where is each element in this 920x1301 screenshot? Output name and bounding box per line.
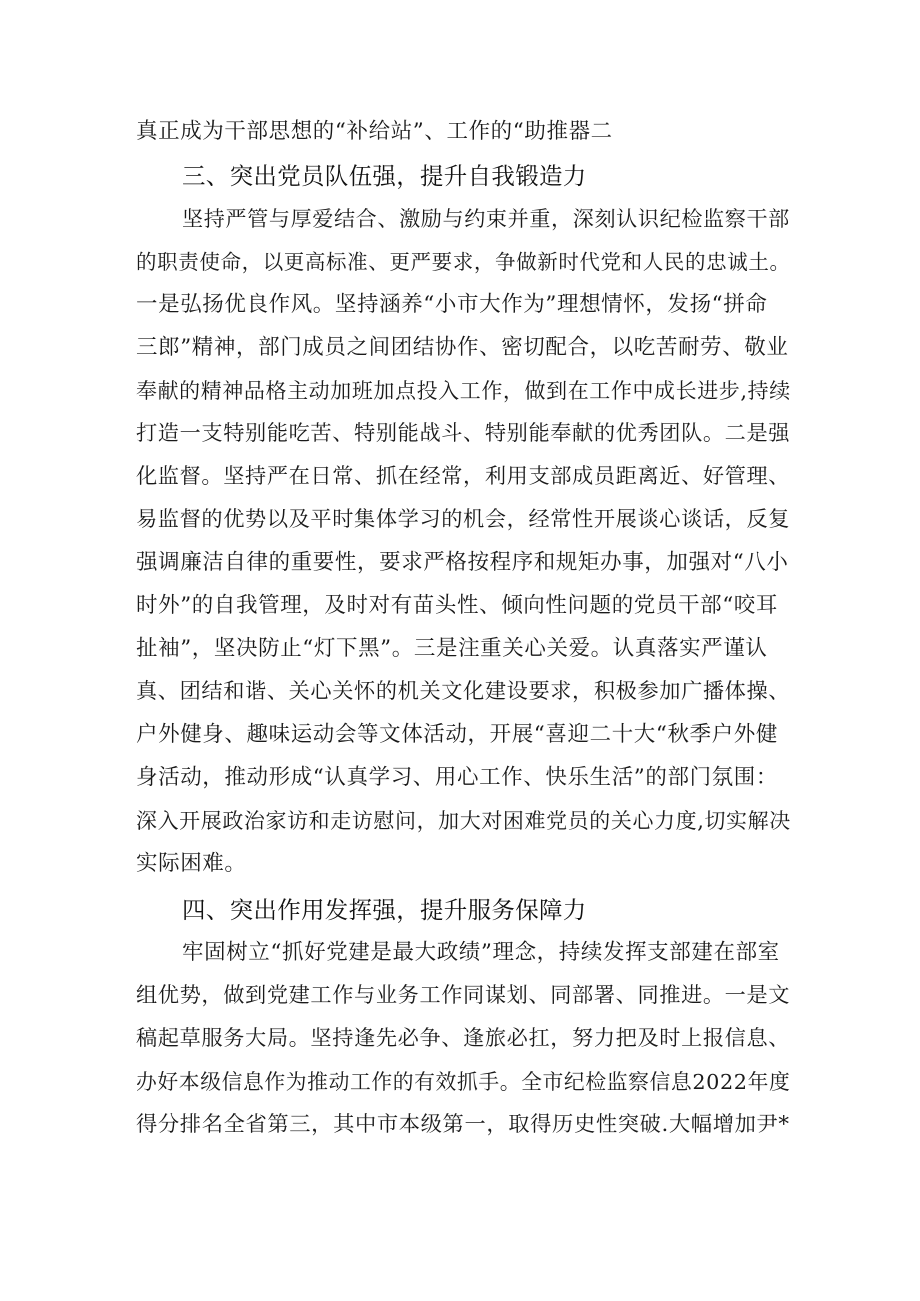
paragraph-line: 办好本级信息作为推动工作的有效抓手。全市纪检监察信息2022年度 (136, 1070, 791, 1094)
paragraph-line: 三郎”精神，部门成员之间团结协作、密切配合，以吃苦耐劳、敬业 (136, 335, 789, 360)
section-heading-3: 三、突出党员队伍强，提升自我锻造力 (182, 162, 587, 190)
section-heading-4: 四、突出作用发挥强，提升服务保障力 (182, 896, 587, 924)
paragraph-line: 牢固树立“抓好党建是最大政绩”理念，持续发挥支部建在部室 (182, 940, 780, 965)
paragraph-line: 奉献的精神品格主动加班加点投入工作，做到在工作中成长进步,持续 (136, 379, 791, 403)
paragraph-line: 真、团结和谐、关心关怀的机关文化建设要求，积极参加广播体操、 (136, 679, 791, 704)
paragraph-line: 化监督。坚持严在日常、抓在经常，利用支部成员距离近、好管理、 (136, 464, 791, 489)
paragraph-line: 深入开展政治家访和走访慰问，加大对困难党员的关心力度,切实解决 (136, 809, 791, 833)
paragraph-line: 组优势，做到党建工作与业务工作同谋划、同部署、同推进。一是文 (136, 983, 791, 1008)
paragraph-line: 扯袖”，坚决防止“灯下黑”。三是注重关心关爱。认真落实严谨认 (136, 636, 768, 661)
paragraph-line: 强调廉洁自律的重要性，要求严格按程序和规矩办事，加强对“八小 (136, 550, 789, 575)
paragraph-line: 实际困难。 (136, 851, 247, 876)
paragraph-line: 坚持严管与厚爱结合、激励与约束并重，深刻认识纪检监察干部 (182, 206, 790, 231)
paragraph-line: 一是弘扬优良作风。坚持涵养“小市大作为”理想情怀，发扬“拼命 (136, 292, 768, 317)
paragraph-line: 时外”的自我管理，及时对有苗头性、倾向性问题的党员干部“咬耳 (136, 593, 778, 618)
paragraph-line: 真正成为干部思想的“补给站”、工作的“助推器二 (136, 119, 613, 144)
paragraph-line: 稿起草服务大局。坚持逢先必争、逢旅必扛，努力把及时上报信息、 (136, 1026, 791, 1051)
paragraph-line: 易监督的优势以及平时集体学习的机会，经常性开展谈心谈话，反复 (136, 507, 791, 532)
paragraph-line: 得分排名全省第三，其中市本级第一，取得历史性突破.大幅增加尹* (136, 1112, 790, 1137)
paragraph-line: 的职责使命，以更高标准、更严要求，争做新时代党和人民的忠诚土。 (136, 250, 791, 274)
paragraph-line: 户外健身、趣味运动会等文体活动，开展“喜迎二十大“秋季户外健 (136, 722, 778, 747)
paragraph-line: 身活动，推动形成“认真学习、用心工作、快乐生活”的部门氛围： (136, 765, 778, 790)
paragraph-line: 打造一支特别能吃苦、特别能战斗、特别能奉献的优秀团队。二是强 (136, 421, 791, 446)
